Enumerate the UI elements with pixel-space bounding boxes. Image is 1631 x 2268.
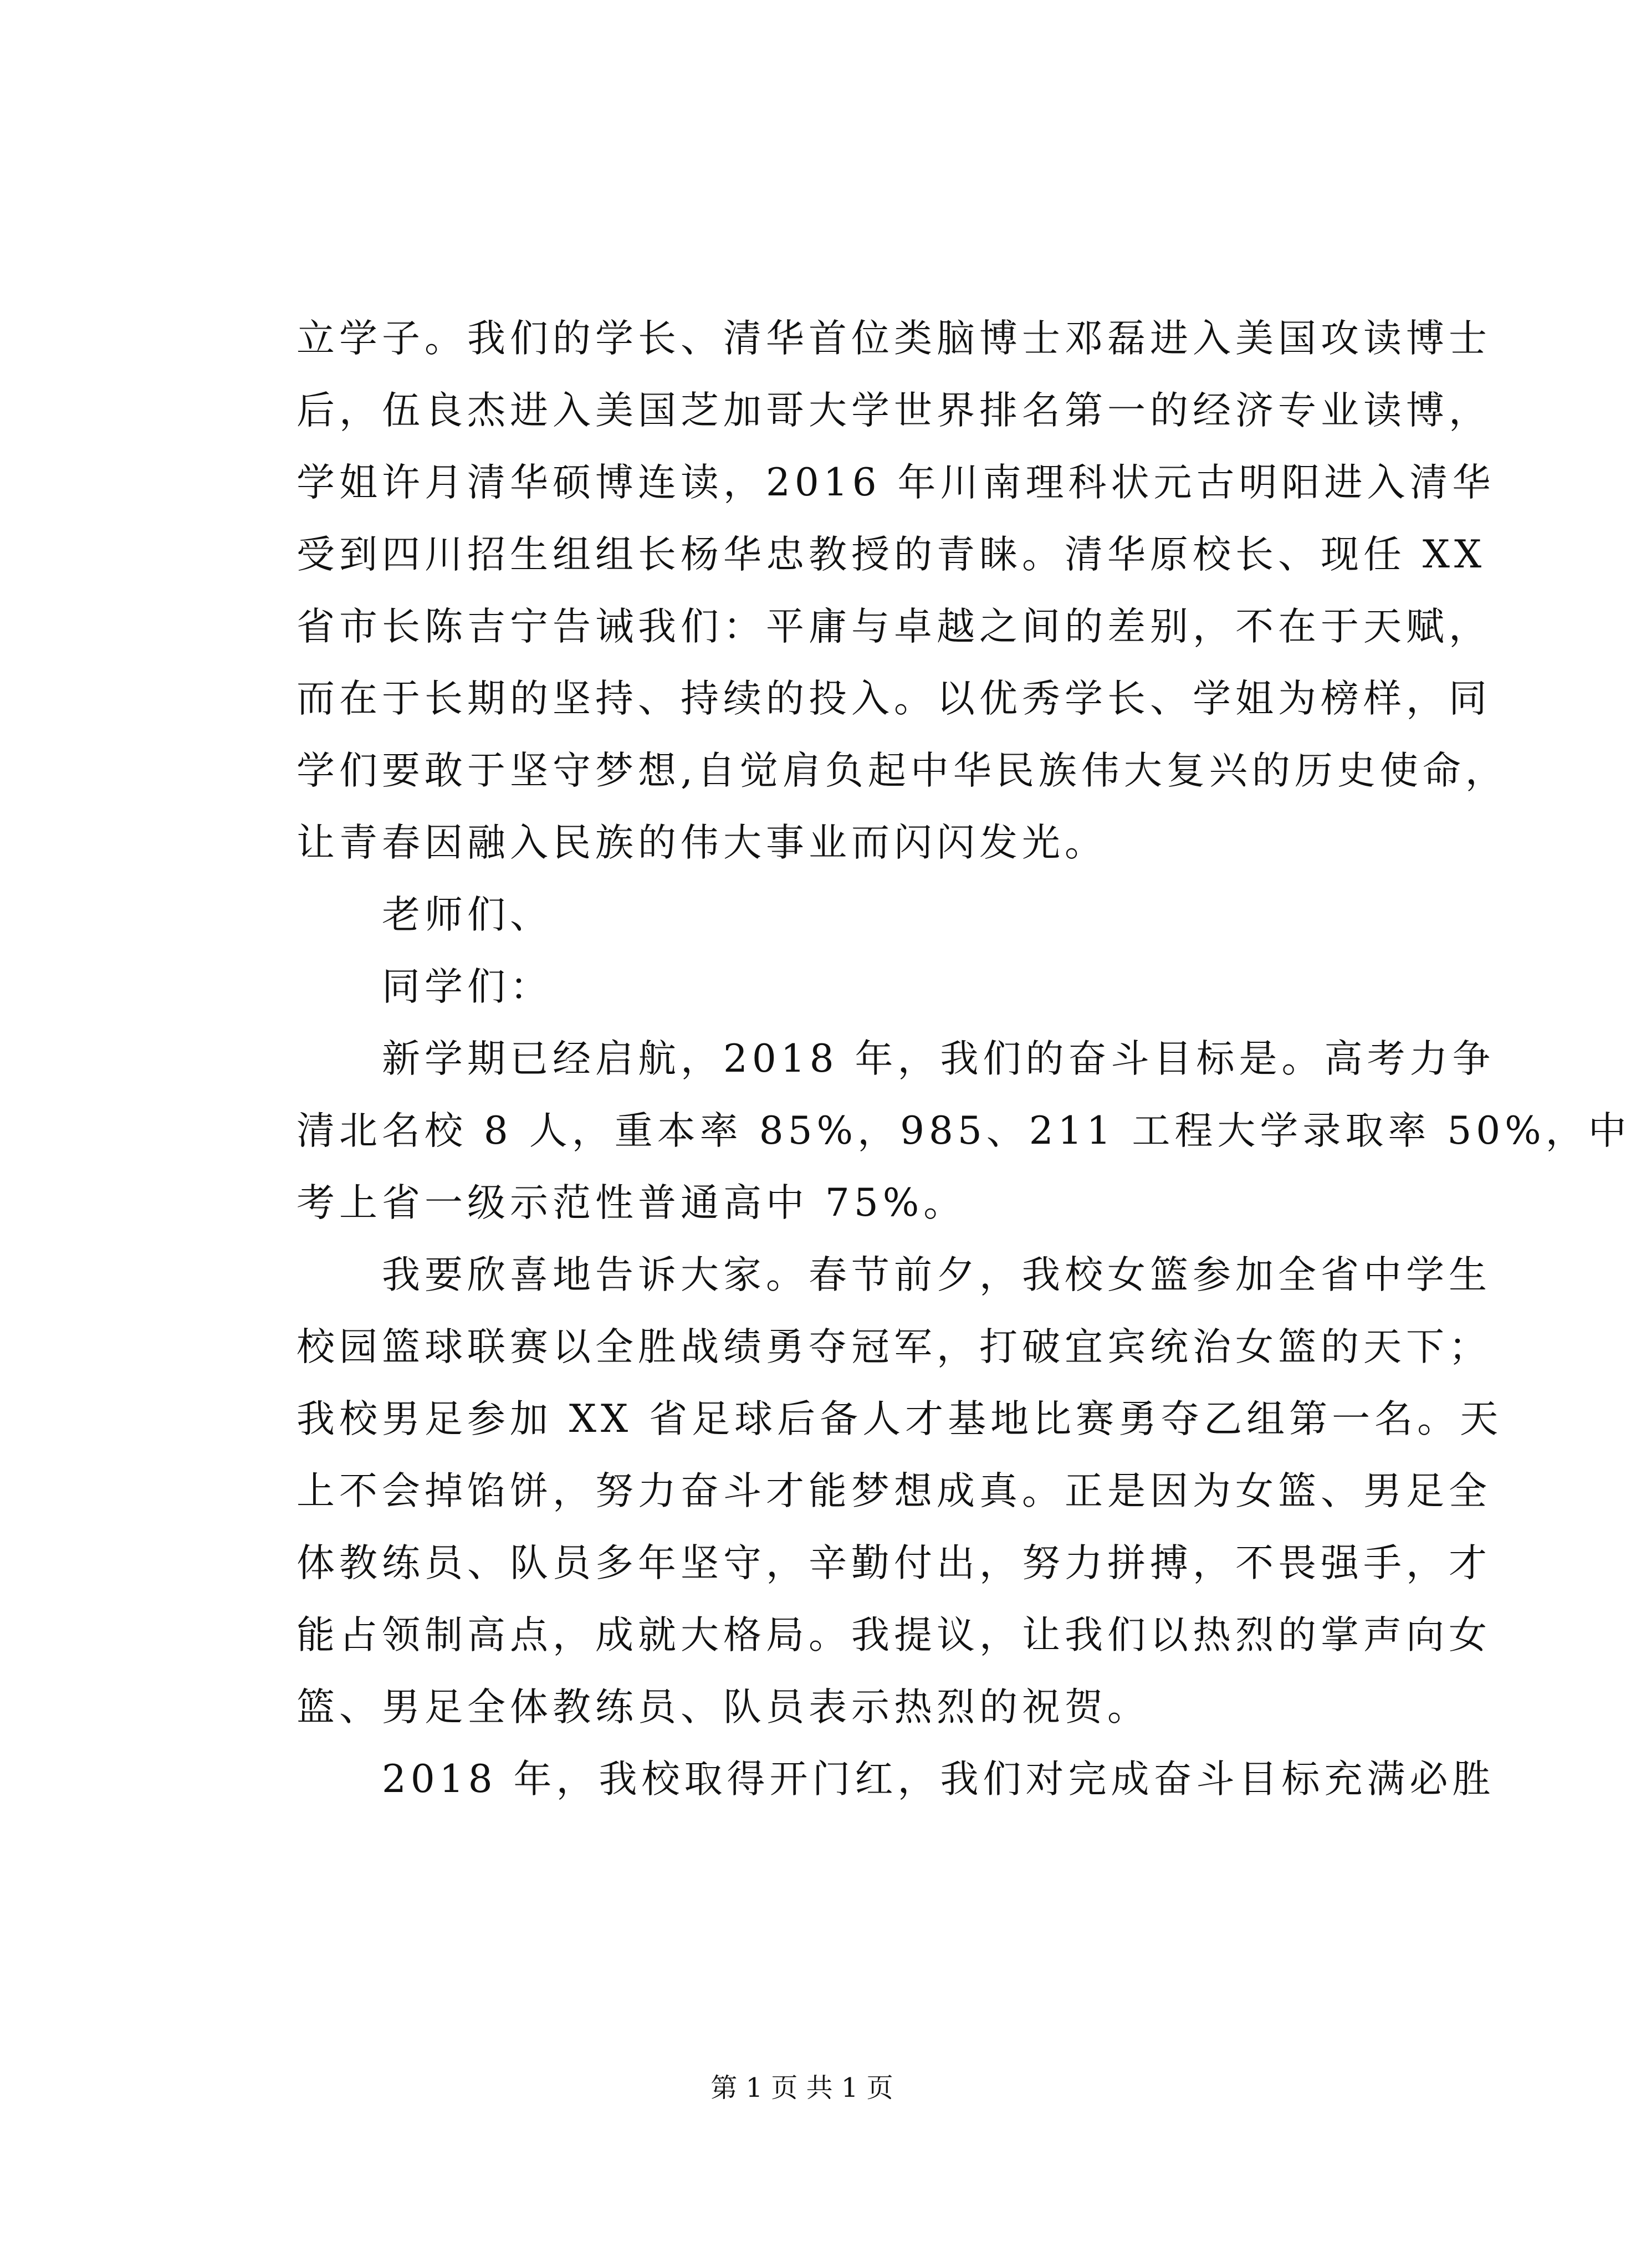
text-line-12: 清北名校 8 人，重本率 85%，985、211 工程大学录取率 50%，中 <box>296 1109 1631 1153</box>
text-line-4: 受到四川招生组组长杨华忠教授的青睐。清华原校长、现任 XX <box>296 533 1486 577</box>
text-line-11: 新学期已经启航，2018 年，我们的奋斗目标是。高考力争 <box>382 1037 1495 1081</box>
text-line-3: 学姐许月清华硕博连读，2016 年川南理科状元古明阳进入清华 <box>296 460 1495 505</box>
text-line-20: 篮、男足全体教练员、队员表示热烈的祝贺。 <box>296 1685 1150 1729</box>
text-line-18: 体教练员、队员多年坚守，辛勤付出，努力拼搏，不畏强手，才 <box>296 1541 1491 1585</box>
text-line-5: 省市长陈吉宁告诫我们：平庸与卓越之间的差别，不在于天赋， <box>296 605 1491 649</box>
text-line-8: 让青春因融入民族的伟大事业而闪闪发光。 <box>296 821 1107 865</box>
text-line-19: 能占领制高点，成就大格局。我提议，让我们以热烈的掌声向女 <box>296 1613 1491 1657</box>
text-line-21: 2018 年，我校取得开门红，我们对完成奋斗目标充满必胜 <box>382 1757 1495 1801</box>
text-line-1: 立学子。我们的学长、清华首位类脑博士邓磊进入美国攻读博士 <box>296 316 1491 361</box>
text-line-2: 后，伍良杰进入美国芝加哥大学世界排名第一的经济专业读博， <box>296 388 1491 433</box>
text-line-7: 学们要敢于坚守梦想,自觉肩负起中华民族伟大复兴的历史使命， <box>296 749 1508 793</box>
text-line-15: 校园篮球联赛以全胜战绩勇夺冠军，打破宜宾统治女篮的天下； <box>296 1325 1491 1369</box>
text-line-14: 我要欣喜地告诉大家。春节前夕，我校女篮参加全省中学生 <box>382 1253 1491 1297</box>
text-line-13: 考上省一级示范性普通高中 75%。 <box>296 1181 967 1225</box>
text-line-6: 而在于长期的坚持、持续的投入。以优秀学长、学姐为榜样，同 <box>296 677 1491 721</box>
text-line-17: 上不会掉馅饼，努力奋斗才能梦想成真。正是因为女篮、男足全 <box>296 1469 1491 1513</box>
text-line-9: 老师们、 <box>382 893 553 937</box>
page-footer: 第 1 页 共 1 页 <box>710 2072 893 2103</box>
text-line-10: 同学们： <box>382 965 553 1009</box>
text-line-16: 我校男足参加 XX 省足球后备人才基地比赛勇夺乙组第一名。天 <box>296 1397 1503 1441</box>
